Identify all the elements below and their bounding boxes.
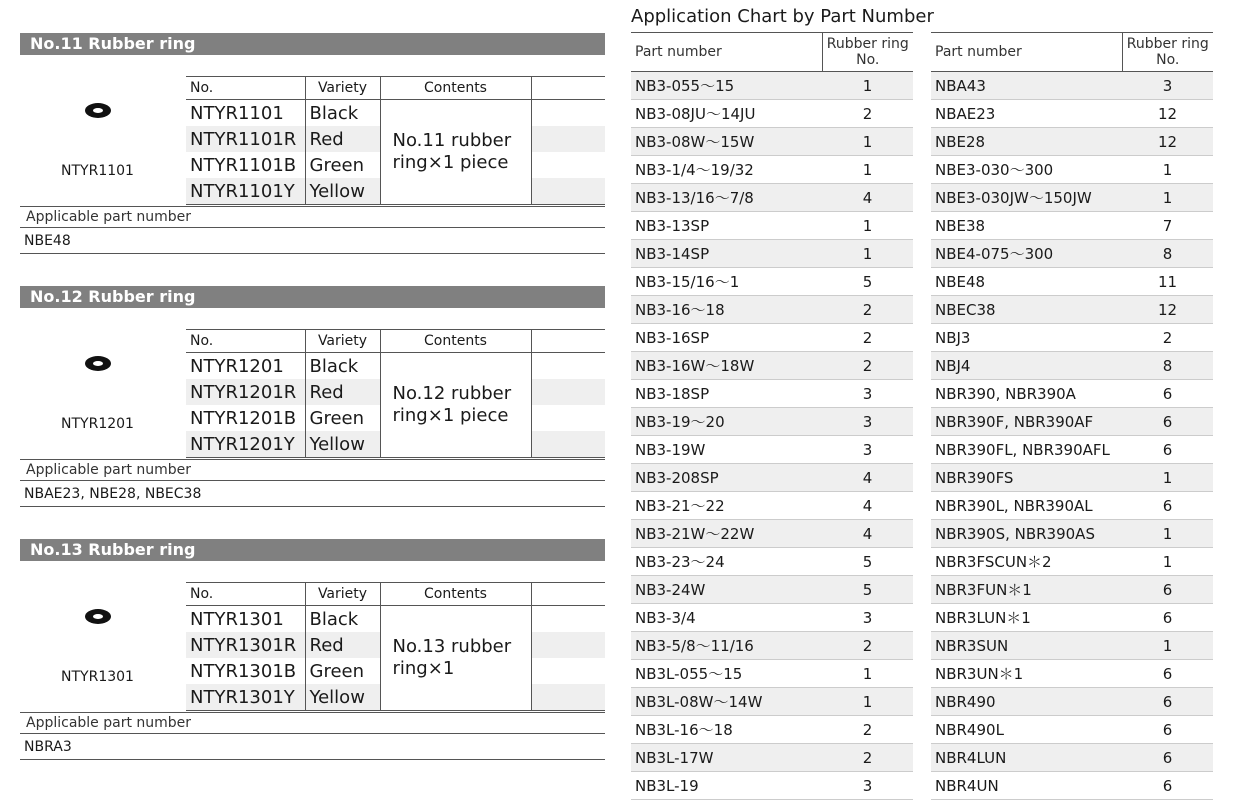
table-row [631,660,913,688]
empty-cell [531,353,605,380]
ring-number-cell: 2 [822,632,913,660]
ring-number-cell: 3 [822,772,913,800]
part-number-cell: NBE3-030JW～150JW [931,184,1122,212]
ring-number-cell: 6 [1122,772,1213,800]
variant-table [186,76,605,205]
table-row [631,716,913,744]
empty-cell [531,684,605,711]
col-header-variety: Variety [305,583,380,606]
ring-number-cell: 3 [1122,72,1213,100]
ring-number-cell: 12 [1122,296,1213,324]
variant-color: Black [305,100,380,127]
variant-color: Green [305,658,380,684]
ring-section [20,539,605,769]
table-row [931,464,1213,492]
variant-color: Yellow [305,684,380,711]
ring-number-cell: 6 [1122,380,1213,408]
table-row [931,100,1213,128]
ring-number-cell: 1 [822,156,913,184]
ring-number-cell: 6 [1122,716,1213,744]
table-row [931,744,1213,772]
part-number-cell: NB3-14SP [631,240,822,268]
table-row [931,576,1213,604]
table-row [631,436,913,464]
ring-section-title: No.13 Rubber ring [20,539,605,561]
col-header-empty [531,583,605,606]
ring-number-cell: 5 [822,576,913,604]
part-number-cell: NBR3FSCUN＊2 [931,548,1122,576]
part-number-cell: NBR490L [931,716,1122,744]
applicable-part-value: NBE48 [20,228,605,254]
empty-cell [531,632,605,658]
ring-number-cell: 6 [1122,576,1213,604]
variant-number: NTYR1101R [186,126,305,152]
part-number-cell: NBR4LUN [931,744,1122,772]
variant-header-row [186,77,605,100]
table-row [631,268,913,296]
empty-cell [531,658,605,684]
ring-number-cell: 4 [822,464,913,492]
ring-number-cell: 3 [822,380,913,408]
variant-color: Red [305,126,380,152]
ring-number-cell: 2 [822,744,913,772]
applicable-part-value: NBRA3 [20,734,605,760]
table-row [631,184,913,212]
variant-number: NTYR1101Y [186,178,305,205]
ring-figure-code: NTYR1101 [61,163,134,179]
table-row [931,324,1213,352]
rubber-ring-image [85,609,111,624]
col-header-no: No. [186,583,305,606]
table-row [631,520,913,548]
part-number-cell: NBR390F, NBR390AF [931,408,1122,436]
variant-header-row [186,330,605,353]
col-header-empty [531,77,605,100]
table-row [931,716,1213,744]
part-number-cell: NBR3UN＊1 [931,660,1122,688]
variant-number: NTYR1301R [186,632,305,658]
table-row [931,660,1213,688]
table-row [931,436,1213,464]
part-number-cell: NB3-5/8～11/16 [631,632,822,660]
variant-color: Yellow [305,431,380,458]
part-number-cell: NB3L-19 [631,772,822,800]
col-header-variety: Variety [305,77,380,100]
table-row [631,576,913,604]
ring-number-cell: 2 [822,352,913,380]
variant-color: Red [305,632,380,658]
part-number-cell: NBR490 [931,688,1122,716]
part-number-cell: NB3-3/4 [631,604,822,632]
ring-number-cell: 1 [822,128,913,156]
variant-number: NTYR1201 [190,355,284,377]
ring-number-cell: 6 [1122,688,1213,716]
variant-table [186,329,605,458]
ring-number-cell: 12 [1122,128,1213,156]
empty-cell [531,126,605,152]
col-header-variety: Variety [305,330,380,353]
col-header-ring-line2: No. [1156,52,1180,68]
part-number-cell: NB3-13SP [631,212,822,240]
table-row [931,296,1213,324]
variant-color: Black [305,606,380,633]
variant-number: NTYR1201R [186,379,305,405]
table-row [631,240,913,268]
part-number-cell: NB3L-16～18 [631,716,822,744]
ring-section [20,33,605,263]
table-row [631,772,913,800]
ring-number-cell: 11 [1122,268,1213,296]
part-number-cell: NBJ3 [931,324,1122,352]
col-header-no: No. [186,77,305,100]
table-row [931,632,1213,660]
ring-number-cell: 4 [822,184,913,212]
ring-figure [20,63,175,193]
part-number-cell: NB3-18SP [631,380,822,408]
ring-figure [20,316,175,446]
table-row [631,296,913,324]
part-number-cell: NB3L-08W～14W [631,688,822,716]
table-row [631,324,913,352]
empty-cell [531,178,605,205]
col-header-no: No. [186,330,305,353]
table-row [631,156,913,184]
col-header-contents: Contents [380,77,531,100]
chart-header-row [931,33,1213,72]
empty-cell [531,431,605,458]
table-row [931,688,1213,716]
part-number-cell: NB3-15/16～1 [631,268,822,296]
table-row [931,128,1213,156]
empty-cell [531,100,605,127]
part-number-cell: NB3-08JU～14JU [631,100,822,128]
col-header-part-number: Part number [631,33,822,72]
table-row [631,72,913,100]
col-header-ring-number [1122,33,1213,72]
ring-number-cell: 1 [1122,156,1213,184]
variant-row [186,353,605,380]
variant-number: NTYR1301B [190,660,297,682]
ring-number-cell: 6 [1122,436,1213,464]
empty-cell [531,379,605,405]
part-number-cell: NB3-16～18 [631,296,822,324]
table-row [631,632,913,660]
col-header-part-number: Part number [931,33,1122,72]
part-number-cell: NBAE23 [931,100,1122,128]
part-number-cell: NBE48 [931,268,1122,296]
table-row [931,352,1213,380]
ring-figure-code: NTYR1301 [61,669,134,685]
ring-number-cell: 4 [822,520,913,548]
ring-number-cell: 7 [1122,212,1213,240]
part-number-cell: NB3L-055～15 [631,660,822,688]
variant-row [186,606,605,633]
part-number-cell: NB3-16W～18W [631,352,822,380]
variant-header-row [186,583,605,606]
variant-color: Green [305,152,380,178]
ring-number-cell: 1 [822,212,913,240]
variant-number: NTYR1201Y [186,431,305,458]
table-row [631,688,913,716]
table-row [631,604,913,632]
ring-number-cell: 5 [822,548,913,576]
ring-section [20,286,605,516]
table-row [931,156,1213,184]
empty-cell [531,405,605,431]
part-number-cell: NBR3LUN＊1 [931,604,1122,632]
variant-number: NTYR1301 [190,608,284,630]
part-number-cell: NBE38 [931,212,1122,240]
chart-title: Application Chart by Part Number [631,6,934,27]
col-header-contents: Contents [380,583,531,606]
variant-contents: No.13 rubber ring×1 [380,606,531,711]
col-header-ring-line1: Rubber ring [1126,36,1209,52]
col-header-ring-line2: No. [856,52,880,68]
table-row [931,184,1213,212]
table-row [931,492,1213,520]
variant-number: NTYR1101 [190,102,284,124]
col-header-empty [531,330,605,353]
table-row [931,548,1213,576]
ring-number-cell: 4 [822,492,913,520]
ring-figure-code: NTYR1201 [61,416,134,432]
application-table-right [931,32,1213,800]
variant-color: Black [305,353,380,380]
rubber-ring-image [85,356,111,371]
ring-number-cell: 1 [1122,548,1213,576]
part-number-cell: NBE3-030～300 [931,156,1122,184]
table-row [931,520,1213,548]
variant-color: Green [305,405,380,431]
ring-number-cell: 1 [1122,632,1213,660]
part-number-cell: NB3-23～24 [631,548,822,576]
empty-cell [531,606,605,633]
table-row [631,212,913,240]
col-header-ring-line1: Rubber ring [826,36,909,52]
part-number-cell: NB3-055～15 [631,72,822,100]
col-header-ring-number [822,33,913,72]
ring-number-cell: 1 [822,688,913,716]
table-row [631,464,913,492]
applicable-part-value: NBAE23, NBE28, NBEC38 [20,481,605,507]
ring-number-cell: 6 [1122,660,1213,688]
part-number-cell: NBA43 [931,72,1122,100]
part-number-cell: NB3L-17W [631,744,822,772]
variant-color: Yellow [305,178,380,205]
ring-number-cell: 1 [1122,464,1213,492]
ring-number-cell: 2 [1122,324,1213,352]
ring-number-cell: 2 [822,296,913,324]
ring-number-cell: 3 [822,604,913,632]
part-number-cell: NBR390FS [931,464,1122,492]
ring-number-cell: 12 [1122,100,1213,128]
col-header-contents: Contents [380,330,531,353]
table-row [931,268,1213,296]
variant-number: NTYR1301Y [186,684,305,711]
table-row [931,408,1213,436]
part-number-cell: NBEC38 [931,296,1122,324]
table-row [931,212,1213,240]
chart-header-row [631,33,913,72]
ring-number-cell: 1 [1122,184,1213,212]
ring-number-cell: 3 [822,408,913,436]
variant-table [186,582,605,711]
ring-number-cell: 6 [1122,408,1213,436]
part-number-cell: NB3-1/4～19/32 [631,156,822,184]
ring-number-cell: 3 [822,436,913,464]
variant-color: Red [305,379,380,405]
part-number-cell: NBR390S, NBR390AS [931,520,1122,548]
table-row [931,772,1213,800]
ring-section-title: No.12 Rubber ring [20,286,605,308]
part-number-cell: NBE28 [931,128,1122,156]
part-number-cell: NBJ4 [931,352,1122,380]
part-number-cell: NB3-21～22 [631,492,822,520]
part-number-cell: NBR4UN [931,772,1122,800]
ring-section-title: No.11 Rubber ring [20,33,605,55]
table-row [631,100,913,128]
ring-number-cell: 6 [1122,492,1213,520]
part-number-cell: NBR390FL, NBR390AFL [931,436,1122,464]
ring-number-cell: 1 [1122,520,1213,548]
ring-number-cell: 2 [822,100,913,128]
ring-number-cell: 2 [822,324,913,352]
part-number-cell: NB3-19～20 [631,408,822,436]
ring-number-cell: 1 [822,72,913,100]
variant-contents: No.11 rubber ring×1 piece [380,100,531,205]
ring-figure [20,569,175,699]
ring-number-cell: 1 [822,240,913,268]
applicable-part-label: Applicable part number [20,712,605,734]
rubber-ring-image [85,103,111,118]
part-number-cell: NB3-13/16～7/8 [631,184,822,212]
table-row [931,72,1213,100]
application-table-left [631,32,913,800]
variant-row [186,100,605,127]
part-number-cell: NB3-08W～15W [631,128,822,156]
table-row [631,408,913,436]
applicable-part-label: Applicable part number [20,459,605,481]
variant-contents: No.12 rubber ring×1 piece [380,353,531,458]
part-number-cell: NB3-208SP [631,464,822,492]
table-row [931,604,1213,632]
table-row [931,380,1213,408]
table-row [631,744,913,772]
table-row [631,380,913,408]
ring-number-cell: 8 [1122,240,1213,268]
ring-number-cell: 2 [822,716,913,744]
ring-number-cell: 1 [822,660,913,688]
table-row [931,240,1213,268]
part-number-cell: NBR3FUN＊1 [931,576,1122,604]
table-row [631,492,913,520]
part-number-cell: NBE4-075～300 [931,240,1122,268]
part-number-cell: NBR390L, NBR390AL [931,492,1122,520]
ring-number-cell: 8 [1122,352,1213,380]
variant-number: NTYR1201B [190,407,297,429]
part-number-cell: NB3-21W～22W [631,520,822,548]
ring-number-cell: 6 [1122,744,1213,772]
table-row [631,352,913,380]
ring-number-cell: 6 [1122,604,1213,632]
applicable-part-label: Applicable part number [20,206,605,228]
table-row [631,548,913,576]
part-number-cell: NBR3SUN [931,632,1122,660]
variant-number: NTYR1101B [190,154,297,176]
part-number-cell: NBR390, NBR390A [931,380,1122,408]
part-number-cell: NB3-19W [631,436,822,464]
part-number-cell: NB3-24W [631,576,822,604]
part-number-cell: NB3-16SP [631,324,822,352]
table-row [631,128,913,156]
ring-number-cell: 5 [822,268,913,296]
empty-cell [531,152,605,178]
